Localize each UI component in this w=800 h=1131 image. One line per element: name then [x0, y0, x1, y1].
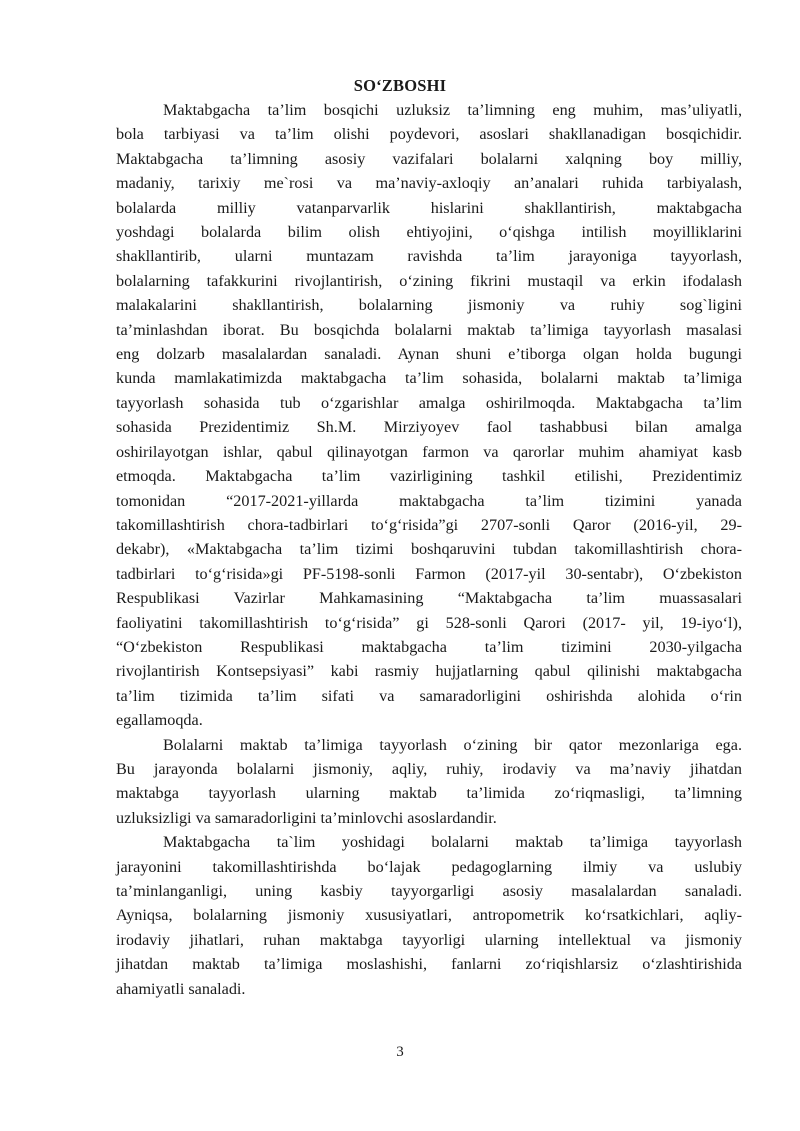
text-line: shakllantirib, ularni muntazam ravishda ta’lim jarayoniga tayyorlash, [116, 247, 742, 266]
text-line: ta’minlashdan iborat. Bu bosqichda bolalarni maktab ta’limiga tayyorlash masalasi [116, 320, 742, 339]
text-line: rivojlantirish Kontsepsiyasi” kabi rasmiy hujjatlarning qabul qilinishi maktabgacha [116, 662, 742, 681]
text-line: dekabr), «Maktabgacha ta’lim tizimi boshqaruvini tubdan takomillashtirish chora- [116, 540, 742, 559]
text-line: ta’lim tizimida ta’lim sifati va samaradorligini oshirishda alohida o‘rin [116, 686, 742, 705]
text-line: faoliyatini takomillashtirish to‘g‘risida” gi 528-sonli Qarori (2017- yil, 19-iyo‘l), [116, 613, 742, 632]
text-line: maktabga tayyorlash ularning maktab ta’limida zo‘riqmasligi, ta’limning [116, 784, 742, 803]
text-line: takomillashtirish chora-tadbirlari to‘g‘risida”gi 2707-sonli Qaror (2016-yil, 29- [116, 515, 742, 534]
text-line: tadbirlari to‘g‘risida»gi PF-5198-sonli Farmon (2017-yil 30-sentabr), O‘zbekiston [116, 564, 742, 583]
text-line: Bolalarni maktab ta’limiga tayyorlash o‘zining bir qator mezonlariga ega. [163, 735, 742, 754]
text-line: jarayonini takomillashtirishda bo‘lajak pedagoglarning ilmiy va uslubiy [116, 857, 742, 876]
text-line: egallamoqda. [116, 711, 203, 730]
text-line: tomonidan “2017-2021-yillarda maktabgacha ta’lim tizimini yanada [116, 491, 742, 510]
text-line: ahamiyatli sanaladi. [116, 979, 246, 998]
text-line: yoshdagi bolalarda bilim olish ehtiyojini, o‘qishga intilish moyilliklarini [116, 223, 742, 242]
text-line: Maktabgacha ta`lim yoshidagi bolalarni maktab ta’limiga tayyorlash [163, 833, 742, 852]
paragraph [116, 98, 742, 733]
text-line: tayyorlash sohasida tub o‘zgarishlar amalga oshirilmoqda. Maktabgacha ta’lim [116, 393, 742, 412]
text-line: Respublikasi Vazirlar Mahkamasining “Maktabgacha ta’lim muassasalari [116, 589, 742, 608]
paragraph [116, 733, 742, 831]
text-line: Maktabgacha ta’lim bosqichi uzluksiz ta’limning eng muhim, mas’uliyatli, [163, 101, 742, 119]
text-line: oshirilayotgan ishlar, qabul qilinayotgan farmon va qarorlar muhim ahamiyat kasb [116, 442, 742, 461]
text-line: kunda mamlakatimizda maktabgacha ta’lim sohasida, bolalarni maktab ta’limiga [116, 369, 742, 388]
text-line: uzluksizligi va samaradorligini ta’minlovchi asoslardandir. [116, 808, 497, 827]
text-line: ta’minlanganligi, uning kasbiy tayyorgarligi asosiy masalalardan sanaladi. [116, 882, 742, 900]
text-line: jihatdan maktab ta’limiga moslashishi, fanlarni zo‘riqishlarsiz o‘zlashtirishida [116, 955, 742, 974]
page-title: SO‘ZBOSHI [353, 76, 447, 95]
text-line: eng dolzarb masalalardan sanaladi. Aynan shuni e’tiborga olgan holda bugungi [116, 345, 742, 364]
text-line: bolalarda milliy vatanparvarlik hislarini shakllantirish, maktabgacha [116, 198, 742, 217]
page-number: 3 [396, 1044, 404, 1060]
text-line: Maktabgacha ta’limning asosiy vazifalari bolalarni xalqning boy milliy, [116, 149, 742, 168]
paragraph [116, 830, 742, 1001]
text-line: Ayniqsa, bolalarning jismoniy xususiyatlari, antropometrik ko‘rsatkichlari, aqliy- [116, 906, 742, 925]
text-line: Bu jarayonda bolalarni jismoniy, aqliy, ruhiy, irodaviy va ma’naviy jihatdan [116, 759, 742, 778]
text-line: malakalarini shakllantirish, bolalarning jismoniy va ruhiy sog`ligini [116, 296, 742, 315]
document-body [116, 98, 742, 1001]
text-line: sohasida Prezidentimiz Sh.M. Mirziyoyev faol tashabbusi bilan amalga [116, 418, 742, 437]
text-line: etmoqda. Maktabgacha ta’lim vazirligining tashkil etilishi, Prezidentimiz [116, 467, 742, 486]
text-line: irodaviy jihatlari, ruhan maktabga tayyorligi ularning intellektual va jismoniy [116, 930, 742, 949]
text-line: “O‘zbekiston Respublikasi maktabgacha ta’lim tizimini 2030-yilgacha [116, 637, 742, 656]
text-line: madaniy, tarixiy me`rosi va ma’naviy-axloqiy an’analari ruhida tarbiyalash, [116, 174, 742, 193]
text-line: bola tarbiyasi va ta’lim olishi poydevori, asoslari shakllanadigan bosqichidir. [116, 125, 742, 144]
text-line: bolalarning tafakkurini rivojlantirish, o‘zining fikrini mustaqil va erkin ifodalash [116, 271, 742, 290]
